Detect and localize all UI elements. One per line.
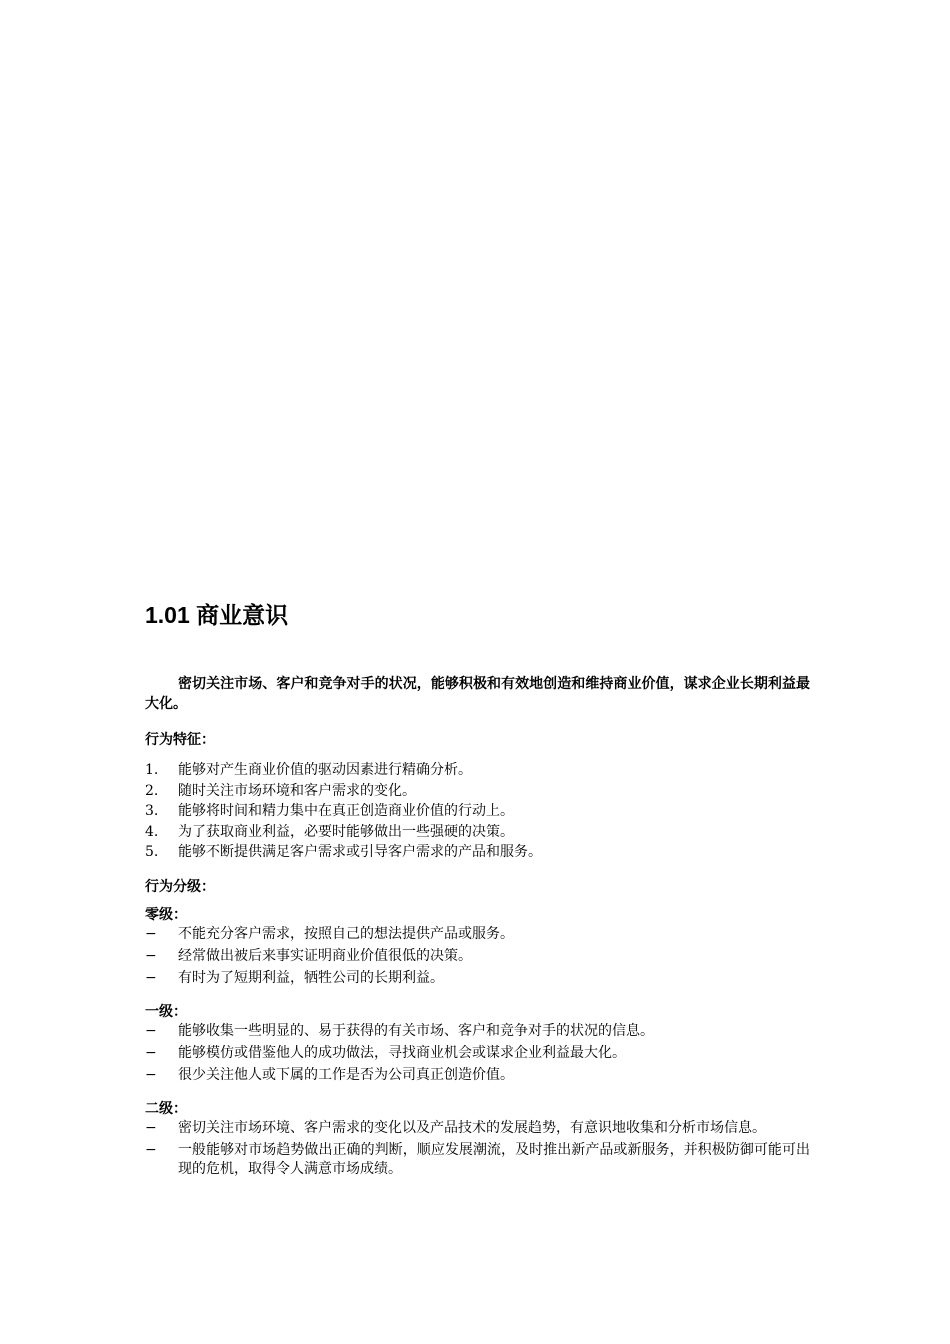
grading-label: 行为分级： bbox=[145, 878, 215, 895]
level-list bbox=[145, 1022, 810, 1085]
level-item-text: 有时为了短期利益，牺牲公司的长期利益。 bbox=[178, 969, 444, 986]
feature-number: 1. bbox=[145, 762, 159, 778]
level-block-1 bbox=[145, 1002, 810, 1085]
level-item bbox=[145, 1141, 810, 1179]
level-item-text: 能够模仿或借鉴他人的成功做法，寻找商业机会或谋求企业利益最大化。 bbox=[178, 1044, 626, 1061]
feature-text: 能够对产生商业价值的驱动因素进行精确分析。 bbox=[178, 762, 472, 778]
level-item-text: 一般能够对市场趋势做出正确的判断，顺应发展潮流，及时推出新产品或新服务，并积极防御可能可出现的危机，取得令人满意市场成绩。 bbox=[178, 1141, 810, 1177]
level-item bbox=[145, 925, 810, 944]
level-item-text: 很少关注他人或下属的工作是否为公司真正创造价值。 bbox=[178, 1066, 514, 1083]
feature-item bbox=[145, 842, 810, 863]
feature-item bbox=[145, 781, 810, 802]
feature-item bbox=[145, 801, 810, 822]
level-item-text: 不能充分客户需求，按照自己的想法提供产品或服务。 bbox=[178, 925, 514, 942]
level-item-text: 密切关注市场环境、客户需求的变化以及产品技术的发展趋势，有意识地收集和分析市场信息。 bbox=[178, 1119, 766, 1136]
dash-bullet: − bbox=[145, 969, 157, 986]
level-block-2 bbox=[145, 1099, 810, 1179]
dash-bullet: − bbox=[145, 925, 157, 942]
level-label: 零级： bbox=[145, 906, 187, 923]
feature-item bbox=[145, 760, 810, 781]
dash-bullet: − bbox=[145, 1141, 157, 1158]
level-list bbox=[145, 1119, 810, 1179]
section-intro: 密切关注市场、客户和竞争对手的状况，能够积极和有效地创造和维持商业价值，谋求企业长期利益最大化。 bbox=[145, 676, 810, 712]
feature-number: 3. bbox=[145, 803, 159, 819]
level-item-text: 经常做出被后来事实证明商业价值很低的决策。 bbox=[178, 947, 472, 964]
level-label: 二级： bbox=[145, 1100, 187, 1117]
level-item bbox=[145, 947, 810, 966]
level-label: 一级： bbox=[145, 1003, 187, 1020]
level-item bbox=[145, 1066, 810, 1085]
dash-bullet: − bbox=[145, 1119, 157, 1136]
level-item bbox=[145, 1044, 810, 1063]
feature-number: 2. bbox=[145, 782, 159, 799]
feature-item bbox=[145, 822, 810, 843]
level-item bbox=[145, 1119, 810, 1138]
features-label: 行为特征： bbox=[145, 732, 215, 748]
level-list bbox=[145, 925, 810, 988]
dash-bullet: − bbox=[145, 947, 157, 964]
feature-number: 5. bbox=[145, 844, 159, 860]
feature-text: 能够不断提供满足客户需求或引导客户需求的产品和服务。 bbox=[178, 844, 542, 860]
section-title: 1.01 商业意识 bbox=[145, 602, 289, 628]
document-content bbox=[145, 600, 810, 1193]
level-block-0 bbox=[145, 905, 810, 988]
feature-text: 能够将时间和精力集中在真正创造商业价值的行动上。 bbox=[178, 803, 514, 819]
dash-bullet: − bbox=[145, 1022, 157, 1039]
feature-text: 随时关注市场环境和客户需求的变化。 bbox=[178, 782, 416, 799]
features-list bbox=[145, 760, 810, 863]
dash-bullet: − bbox=[145, 1044, 157, 1061]
level-item-text: 能够收集一些明显的、易于获得的有关市场、客户和竞争对手的状况的信息。 bbox=[178, 1022, 654, 1039]
level-item bbox=[145, 969, 810, 988]
dash-bullet: − bbox=[145, 1066, 157, 1083]
feature-text: 为了获取商业利益，必要时能够做出一些强硬的决策。 bbox=[178, 823, 514, 840]
feature-number: 4. bbox=[145, 823, 159, 840]
level-item bbox=[145, 1022, 810, 1041]
